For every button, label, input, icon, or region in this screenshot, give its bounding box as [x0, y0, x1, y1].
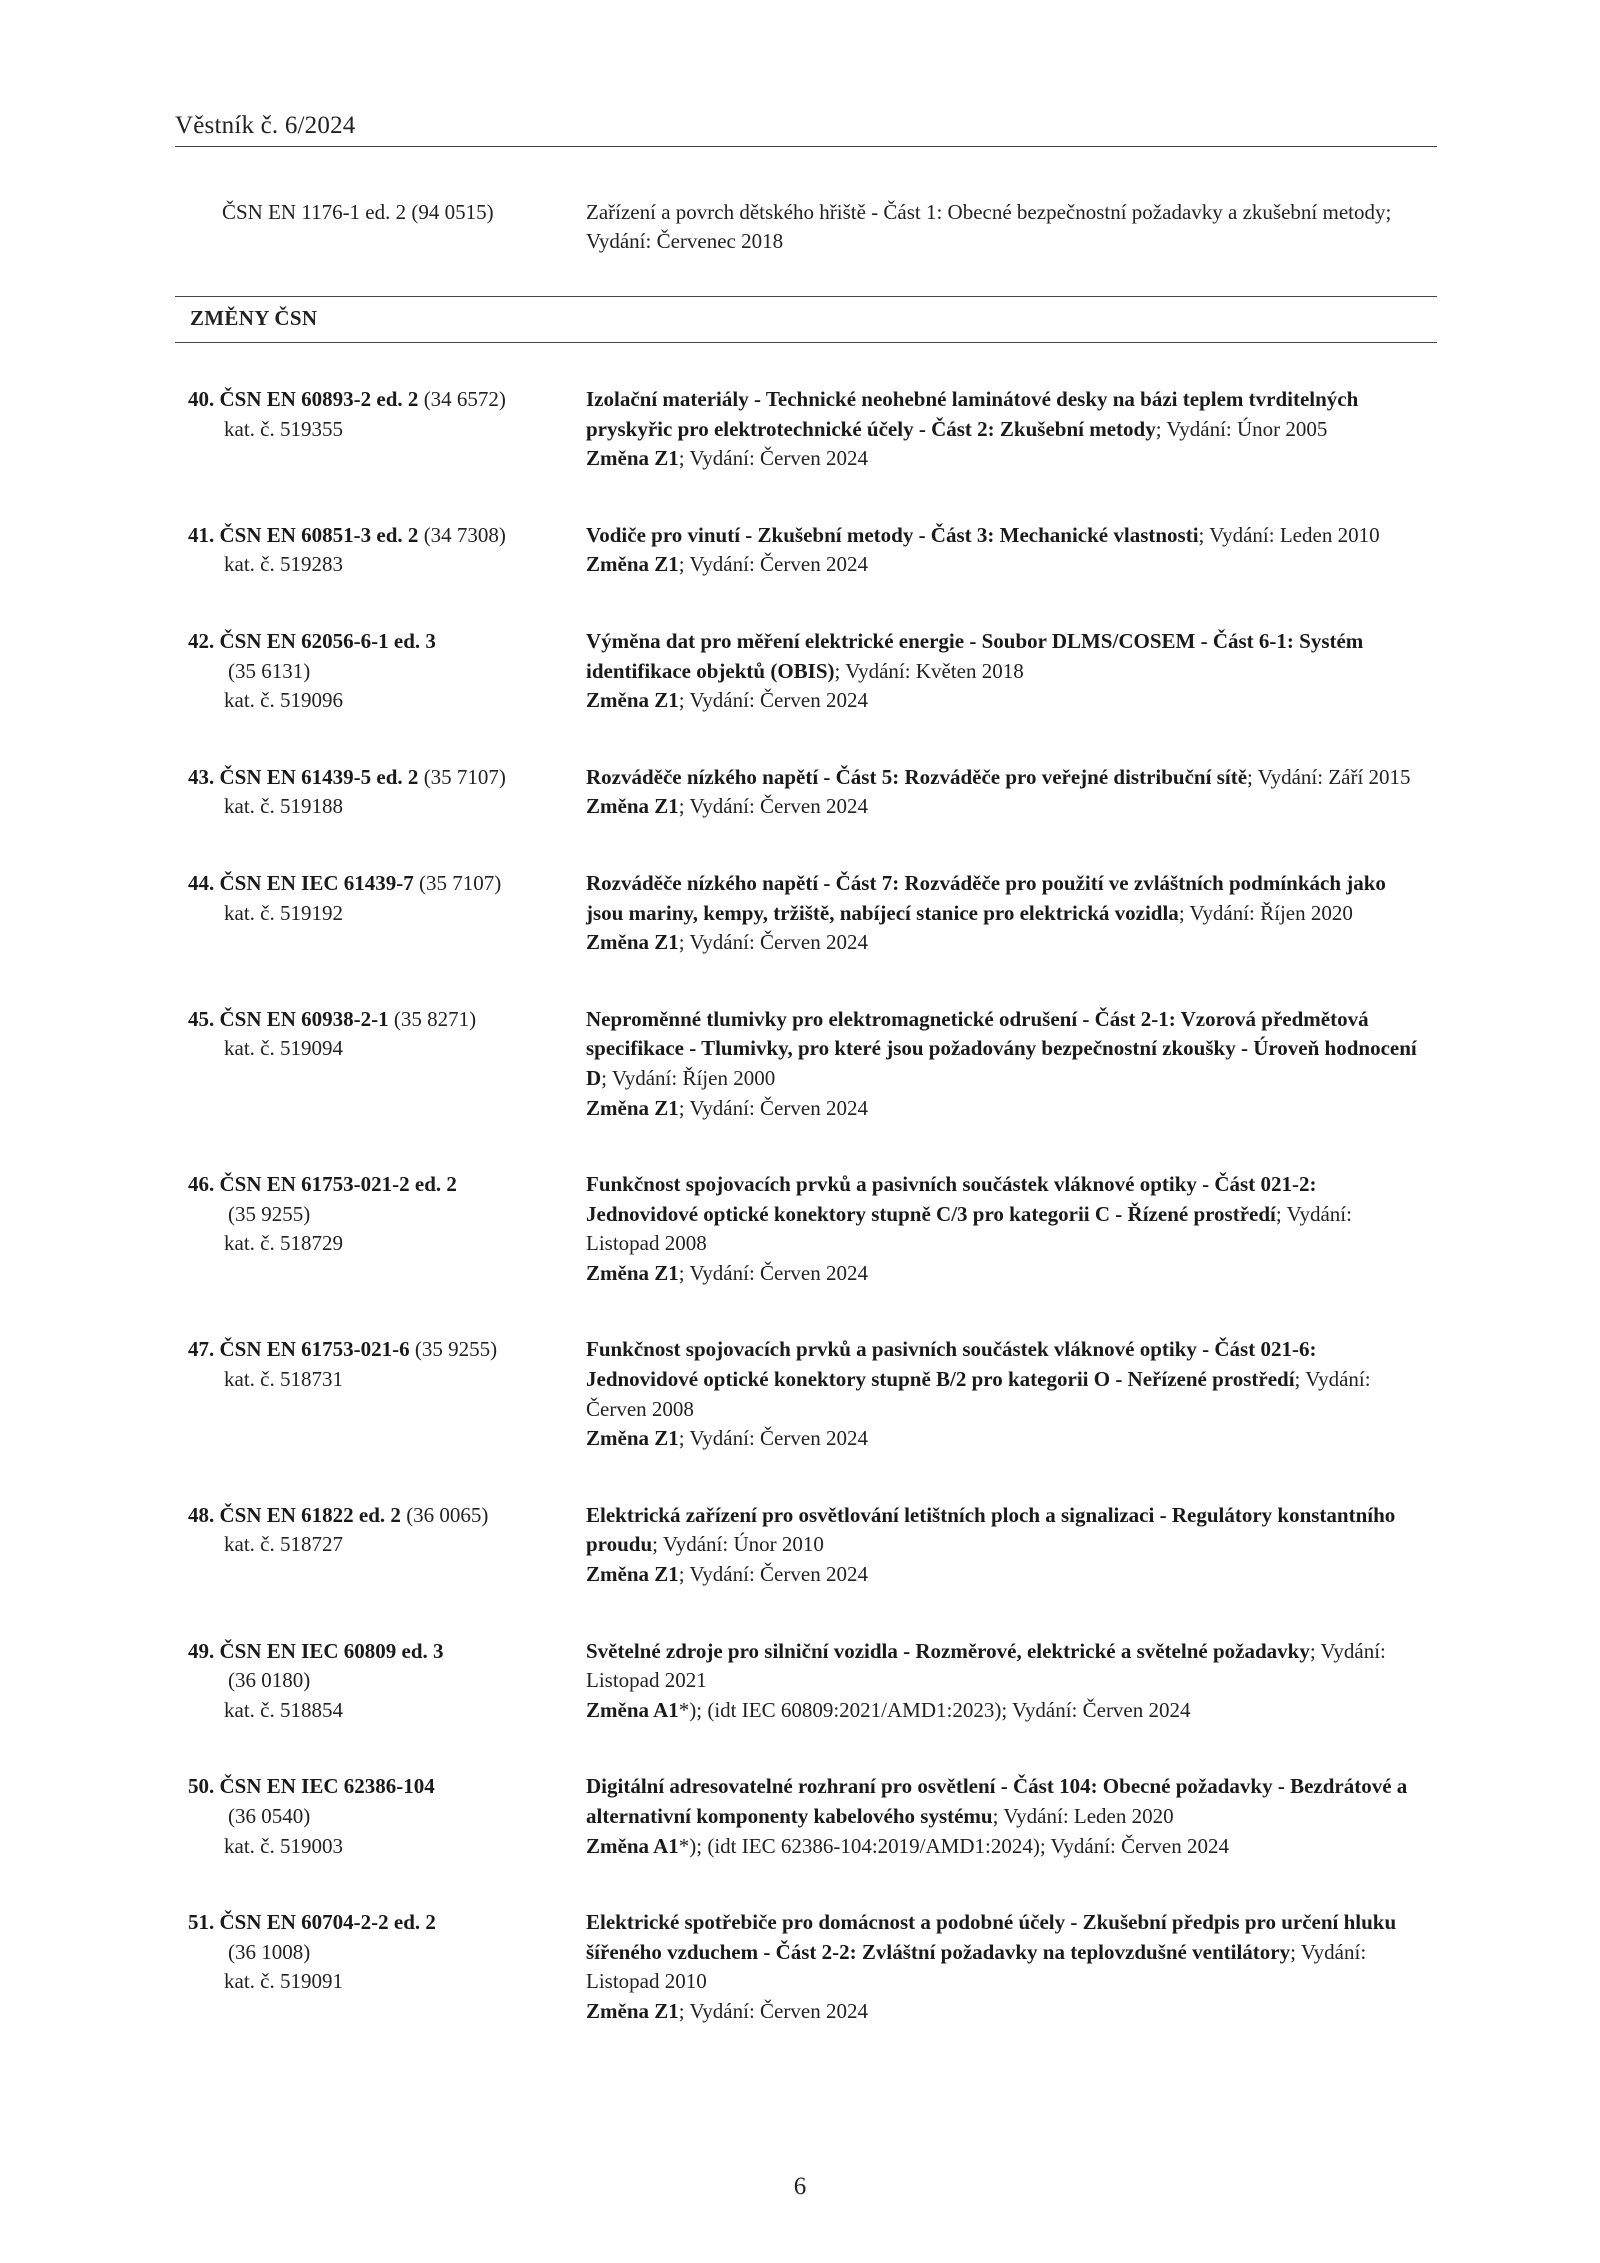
entry-title: Funkčnost spojovacích prvků a pasivních součástek vláknové optiky - Část 021-2: Jednovidové optické konektory stupně C/3 pro kategorii C - Řízené prostředí — [586, 1172, 1317, 1226]
entry-issued: Vydání: Listopad 2021 — [586, 1638, 1386, 1693]
entry-code-column — [188, 1335, 586, 1453]
entry-change-details: ; Vydání: Červen 2024 — [678, 1260, 868, 1285]
entry-title: Vodiče pro vinutí - Zkušební metody - Část 3: Mechanické vlastnosti — [586, 522, 1199, 547]
entry-change-line — [586, 792, 1428, 822]
entry-change-label: Změna Z1 — [586, 794, 679, 819]
prev-entry-description: Zařízení a povrch dětského hřiště - Část 1: Obecné bezpečnostní požadavky a zkušební metody; Vydání: Červenec 2018 — [586, 200, 1392, 253]
list-item — [188, 1335, 1437, 1453]
entry-description-column — [586, 627, 1428, 716]
list-item — [188, 385, 1437, 474]
entry-code-line — [188, 1501, 586, 1531]
entry-change-details: ; Vydání: Červen 2024 — [678, 446, 868, 471]
entry-title-line: Funkčnost spojovacích prvků a pasivních součástek vláknové optiky - Část 021-6: Jednovidové optické konektory stupně B/2 pro kategorii O - Neřízené prostředí; Vydání: Červen 2008 — [586, 1337, 1371, 1421]
entry-class-number: (35 6131) — [228, 658, 311, 683]
entry-code: ČSN EN 60893-2 ed. 2 — [219, 387, 419, 411]
entry-issued: Vydání: Listopad 2008 — [586, 1201, 1352, 1256]
entry-code: ČSN EN 60851-3 ed. 2 — [219, 522, 419, 547]
entry-catalog-number: kat. č. 519096 — [224, 688, 343, 713]
entry-title: Neproměnné tlumivky pro elektromagnetické odrušení - Část 2-1: Vzorová předmětová specifikace - Tlumivky, pro které jsou požadovány bezpečnostní zkoušky - Úroveň hodnocení D — [586, 1006, 1417, 1090]
entry-title: Digitální adresovatelné rozhraní pro osvětlení - Část 104: Obecné požadavky - Bezdrátové a alternativní komponenty kabelového systému — [586, 1774, 1408, 1828]
entry-change-line — [586, 686, 1428, 716]
section-title: ZMĚNY ČSN — [190, 306, 318, 330]
entry-catalog-number: kat. č. 519188 — [224, 794, 343, 819]
entry-number: 46. — [188, 1172, 215, 1197]
entry-code: ČSN EN 61753-021-2 ed. 2 — [219, 1172, 457, 1197]
entry-code-column — [188, 1170, 586, 1288]
entry-title-line: Rozváděče nízkého napětí - Část 5: Rozváděče pro veřejné distribuční sítě; Vydání: Září 2015 — [586, 764, 1411, 789]
entry-change-label: Změna A1 — [586, 1697, 679, 1722]
list-item — [188, 1501, 1437, 1590]
entry-number: 40. — [188, 387, 215, 411]
entry-change-label: Změna Z1 — [586, 1562, 679, 1587]
entry-description-column — [586, 869, 1428, 958]
entry-code-column — [188, 1005, 586, 1123]
entry-issued: Vydání: Říjen 2000 — [611, 1065, 776, 1090]
entry-title-line: Elektrické spotřebiče pro domácnost a podobné účely - Zkušební předpis pro určení hluku šířeného vzduchem - Část 2-2: Zvláštní požadavky na teplovzdušné ventilátory; Vydání: Listopad 2010 — [586, 1910, 1397, 1994]
entry-change-line — [586, 550, 1428, 580]
entry-class-number: (36 1008) — [228, 1939, 311, 1964]
entry-title-line: Světelné zdroje pro silniční vozidla - Rozměrové, elektrické a světelné požadavky; Vydání: Listopad 2021 — [586, 1638, 1386, 1693]
entry-issued: Vydání: Únor 2005 — [1166, 416, 1328, 441]
entry-title: Elektrická zařízení pro osvětlování letištních ploch a signalizaci - Regulátory konstantního proudu — [586, 1502, 1396, 1557]
entry-issued: Vydání: Říjen 2020 — [1189, 900, 1353, 925]
page-number: 6 — [793, 2173, 807, 2200]
entry-code-line — [188, 869, 586, 899]
entry-title: Světelné zdroje pro silniční vozidla - Rozměrové, elektrické a světelné požadavky — [586, 1638, 1310, 1663]
entry-title-line: Vodiče pro vinutí - Zkušební metody - Část 3: Mechanické vlastnosti; Vydání: Leden 2010 — [586, 522, 1380, 547]
entry-change-details: ; Vydání: Červen 2024 — [678, 1426, 868, 1451]
entry-change-details: *); (idt IEC 60809:2021/AMD1:2023); Vydání: Červen 2024 — [678, 1697, 1191, 1722]
entry-description-column — [586, 1170, 1428, 1288]
entry-class-number: (35 9255) — [228, 1201, 311, 1226]
entry-code: ČSN EN 62056-6-1 ed. 3 — [219, 628, 436, 653]
entry-change-details: ; Vydání: Červen 2024 — [678, 688, 868, 713]
entry-title-line: Neproměnné tlumivky pro elektromagnetické odrušení - Část 2-1: Vzorová předmětová specifikace - Tlumivky, pro které jsou požadovány bezpečnostní zkoušky - Úroveň hodnocení D; Vydání: Říjen 2000 — [586, 1006, 1417, 1090]
entry-change-details: ; Vydání: Červen 2024 — [678, 794, 868, 819]
entry-title-line: Digitální adresovatelné rozhraní pro osvětlení - Část 104: Obecné požadavky - Bezdrátové a alternativní komponenty kabelového systému; Vydání: Leden 2020 — [586, 1774, 1408, 1828]
entry-catalog-number: kat. č. 518727 — [224, 1532, 343, 1557]
entries-list — [188, 385, 1437, 2074]
entry-issued: Vydání: Únor 2010 — [662, 1532, 824, 1557]
entry-title: Funkčnost spojovacích prvků a pasivních součástek vláknové optiky - Část 021-6: Jednovidové optické konektory stupně B/2 pro kategorii O - Neřízené prostředí — [586, 1337, 1317, 1392]
entry-code-line — [188, 521, 586, 551]
list-item — [188, 521, 1437, 580]
prev-entry-code: ČSN EN 1176-1 ed. 2 (94 0515) — [222, 200, 494, 224]
entry-change-details: *); (idt IEC 62386-104:2019/AMD1:2024); Vydání: Červen 2024 — [678, 1833, 1230, 1858]
entry-change-details: ; Vydání: Červen 2024 — [678, 930, 868, 955]
entry-number: 41. — [188, 522, 215, 547]
entry-class-number: (36 0540) — [228, 1804, 311, 1828]
entry-description-column — [586, 763, 1428, 822]
entry-catalog-number: kat. č. 518729 — [224, 1231, 343, 1256]
entry-code-line — [188, 1005, 586, 1035]
entry-number: 44. — [188, 870, 215, 895]
entry-change-label: Změna Z1 — [586, 688, 679, 713]
entry-catalog-number: kat. č. 519003 — [224, 1833, 343, 1858]
entry-description-column — [586, 1772, 1428, 1861]
entry-number: 43. — [188, 764, 215, 789]
header-divider — [175, 146, 1437, 147]
entry-catalog-number: kat. č. 519192 — [224, 900, 343, 925]
entry-number: 49. — [188, 1638, 215, 1663]
entry-change-label: Změna Z1 — [586, 1260, 679, 1285]
entry-code: ČSN EN 61439-5 ed. 2 — [219, 764, 419, 789]
list-item — [188, 1772, 1437, 1861]
entry-code-suffix: (34 6572) — [423, 387, 506, 411]
entry-issued: Vydání: Leden 2010 — [1209, 522, 1380, 547]
entry-title-line: Výměna dat pro měření elektrické energie - Soubor DLMS/COSEM - Část 6-1: Systém identifikace objektů (OBIS); Vydání: Květen 2018 — [586, 628, 1364, 683]
entry-code-column — [188, 1908, 586, 2026]
entry-code: ČSN EN 60938-2-1 — [219, 1006, 389, 1031]
page-header-title: Věstník č. 6/2024 — [175, 112, 356, 139]
entry-catalog-number: kat. č. 518731 — [224, 1367, 343, 1392]
entry-class-number: (36 0180) — [228, 1668, 311, 1693]
entry-change-label: Změna Z1 — [586, 1998, 679, 2023]
entry-change-label: Změna Z1 — [586, 552, 679, 577]
entry-catalog-number: kat. č. 519094 — [224, 1036, 343, 1061]
entry-code: ČSN EN 61822 ed. 2 — [219, 1502, 401, 1527]
entry-code-column — [188, 385, 586, 474]
entry-issued: Vydání: Květen 2018 — [845, 658, 1024, 683]
entry-code: ČSN EN 61753-021-6 — [219, 1337, 410, 1362]
entry-issued: Vydání: Září 2015 — [1257, 764, 1411, 789]
entry-change-line — [586, 1259, 1428, 1289]
entry-change-line — [586, 1424, 1428, 1454]
entry-description-column — [586, 1908, 1428, 2026]
list-item — [188, 1005, 1437, 1123]
entry-change-details: ; Vydání: Červen 2024 — [678, 552, 868, 577]
entry-title-line: Rozváděče nízkého napětí - Část 7: Rozváděče pro použití ve zvláštních podmínkách jako jsou mariny, kempy, tržiště, nabíjecí stanice pro elektrická vozidla; Vydání: Říjen 2020 — [586, 870, 1386, 925]
entry-code-line — [188, 1908, 586, 1938]
entry-title-line: Funkčnost spojovacích prvků a pasivních součástek vláknové optiky - Část 021-2: Jednovidové optické konektory stupně C/3 pro kategorii C - Řízené prostředí; Vydání: Listopad 2008 — [586, 1172, 1352, 1256]
entry-issued: Vydání: Leden 2020 — [1003, 1804, 1174, 1828]
entry-code-suffix: (35 7107) — [419, 870, 502, 895]
entry-change-details: ; Vydání: Červen 2024 — [678, 1562, 868, 1587]
entry-code-suffix: (35 7107) — [423, 764, 506, 789]
entry-number: 48. — [188, 1502, 215, 1527]
entry-number: 42. — [188, 628, 215, 653]
entry-number: 51. — [188, 1910, 215, 1935]
entry-change-line — [586, 444, 1428, 474]
entry-code-column — [188, 1637, 586, 1726]
entry-change-label: Změna Z1 — [586, 1095, 679, 1120]
entry-code-suffix: (35 9255) — [414, 1337, 498, 1362]
entry-code-line — [188, 763, 586, 793]
entry-change-details: ; Vydání: Červen 2024 — [678, 1095, 868, 1120]
entry-description-column — [586, 1637, 1428, 1726]
list-item — [188, 1637, 1437, 1726]
section-divider-top — [175, 296, 1437, 297]
entry-title-line: Elektrická zařízení pro osvětlování letištních ploch a signalizaci - Regulátory konstantního proudu; Vydání: Únor 2010 — [586, 1502, 1396, 1557]
entry-change-line — [586, 928, 1428, 958]
entry-code-line — [188, 1637, 586, 1667]
entry-title: Elektrické spotřebiče pro domácnost a podobné účely - Zkušební předpis pro určení hluku šířeného vzduchem - Část 2-2: Zvláštní požadavky na teplovzdušné ventilátory — [586, 1910, 1397, 1964]
entry-number: 47. — [188, 1337, 215, 1362]
entry-description-column — [586, 1005, 1428, 1123]
entry-change-label: Změna Z1 — [586, 446, 679, 471]
entry-code-column — [188, 521, 586, 580]
entry-change-line — [586, 1696, 1428, 1726]
entry-code-line — [188, 1170, 586, 1200]
entry-code-suffix: (36 0065) — [406, 1502, 489, 1527]
entry-issued: Vydání: Listopad 2010 — [586, 1939, 1367, 1994]
list-item — [188, 1908, 1437, 2026]
entry-code: ČSN EN IEC 62386-104 — [219, 1774, 435, 1799]
entry-change-line — [586, 1997, 1428, 2027]
entry-code-column — [188, 1501, 586, 1590]
entry-code-column — [188, 1772, 586, 1861]
entry-code-line — [188, 1335, 586, 1365]
list-item — [188, 627, 1437, 716]
entry-title: Izolační materiály - Technické neohebné laminátové desky na bázi teplem tvrditelných pryskyřic pro elektrotechnické účely - Část 2: Zkušební metody — [586, 387, 1359, 441]
entry-code-suffix: (34 7308) — [423, 522, 506, 547]
entry-description-column — [586, 1501, 1428, 1590]
entry-catalog-number: kat. č. 519091 — [224, 1969, 343, 1994]
entry-title: Výměna dat pro měření elektrické energie - Soubor DLMS/COSEM - Část 6-1: Systém identifikace objektů (OBIS) — [586, 628, 1364, 683]
list-item — [188, 1170, 1437, 1288]
entry-title: Rozváděče nízkého napětí - Část 7: Rozváděče pro použití ve zvláštních podmínkách jako jsou mariny, kempy, tržiště, nabíjecí stanice pro elektrická vozidla — [586, 870, 1386, 925]
entry-change-label: Změna Z1 — [586, 1426, 679, 1451]
entry-catalog-number: kat. č. 519355 — [224, 416, 343, 441]
entry-description-column — [586, 1335, 1428, 1453]
entry-code: ČSN EN IEC 61439-7 — [219, 870, 414, 895]
entry-change-line — [586, 1832, 1428, 1862]
entry-code-line — [188, 1772, 586, 1802]
entry-change-label: Změna A1 — [586, 1833, 679, 1858]
entry-code-column — [188, 869, 586, 958]
entry-issued: Vydání: Červen 2008 — [586, 1367, 1371, 1421]
entry-change-details: ; Vydání: Červen 2024 — [678, 1998, 868, 2023]
entry-code-line — [188, 627, 586, 657]
entry-title: Rozváděče nízkého napětí - Část 5: Rozváděče pro veřejné distribuční sítě — [586, 764, 1248, 789]
entry-code-column — [188, 763, 586, 822]
entry-title-line: Izolační materiály - Technické neohebné laminátové desky na bázi teplem tvrditelných pryskyřic pro elektrotechnické účely - Část 2: Zkušební metody; Vydání: Únor 2005 — [586, 387, 1359, 441]
entry-description-column — [586, 521, 1428, 580]
entry-code-line — [188, 385, 586, 415]
entry-code-column — [188, 627, 586, 716]
section-divider-bottom — [175, 342, 1437, 343]
entry-code-suffix: (35 8271) — [393, 1006, 477, 1031]
entry-change-line — [586, 1094, 1428, 1124]
entry-description-column — [586, 385, 1428, 474]
entry-code: ČSN EN 60704-2-2 ed. 2 — [219, 1910, 436, 1935]
entry-change-line — [586, 1560, 1428, 1590]
entry-change-label: Změna Z1 — [586, 930, 679, 955]
entry-catalog-number: kat. č. 519283 — [224, 552, 343, 577]
entry-number: 50. — [188, 1774, 215, 1799]
entry-code: ČSN EN IEC 60809 ed. 3 — [219, 1638, 444, 1663]
entry-catalog-number: kat. č. 518854 — [224, 1697, 343, 1722]
entry-number: 45. — [188, 1006, 215, 1031]
list-item — [188, 763, 1437, 822]
list-item — [188, 869, 1437, 958]
